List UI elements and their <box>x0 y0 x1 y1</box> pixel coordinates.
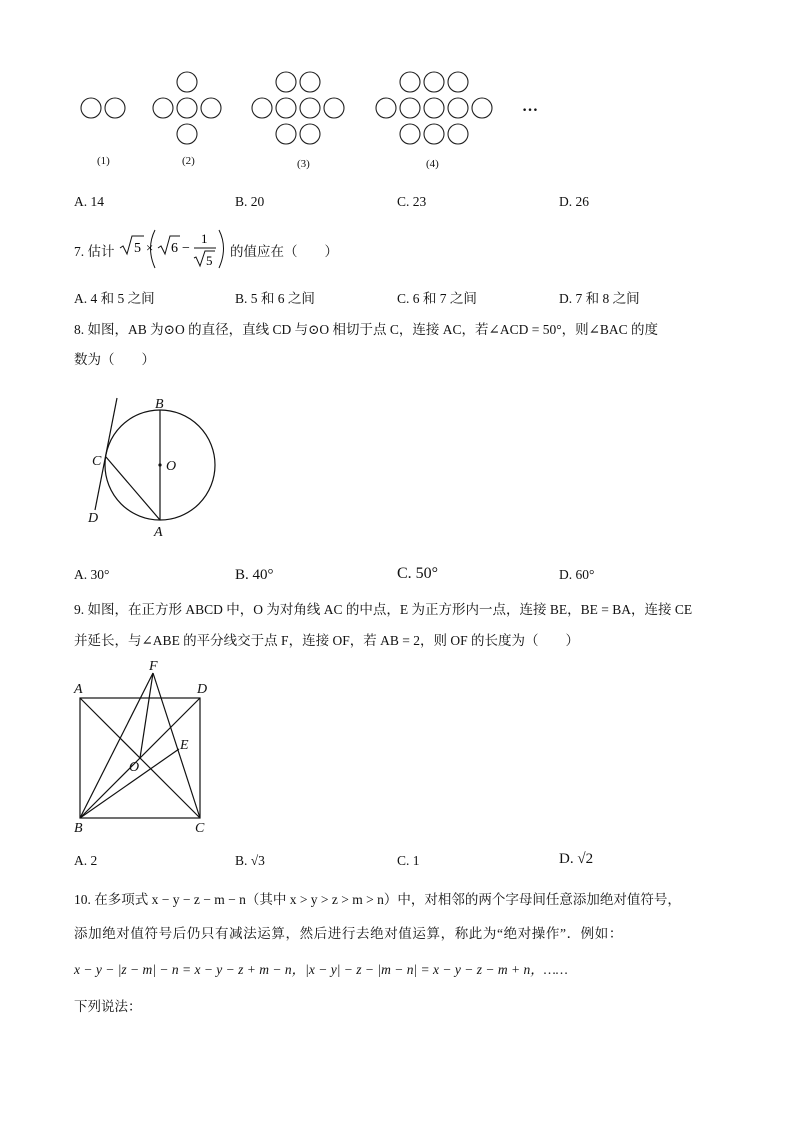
q10-text-line3: x − y − |z − m| − n = x − y − z + m − n，|x − y| − z − |m − n| = x − y − z − m + n，…… <box>74 962 568 977</box>
q9-label-f: F <box>149 659 158 674</box>
q9-option-a[interactable]: A. 2 <box>74 853 98 868</box>
q10-text-line4: 下列说法： <box>74 999 142 1014</box>
q8-text-line1: 8. 如图，AB 为⊙O 的直径，直线 CD 与⊙O 相切于点 C，连接 AC，若∠ACD = 50°，则∠BAC 的度 <box>74 322 659 337</box>
q6-fig-label-3: (3) <box>297 158 310 170</box>
q6-option-c[interactable]: C. 23 <box>397 194 427 209</box>
q9-option-c[interactable]: C. 1 <box>397 853 420 868</box>
q8-circle-figure <box>80 392 230 542</box>
q7-suffix: 的值应在（ ） <box>230 244 338 259</box>
q9-text-line2: 并延长，与∠ABE 的平分线交于点 F，连接 OF，若 AB = 2，则 OF 的长度为（ ） <box>74 633 579 648</box>
q10-text-line1: 10. 在多项式 x − y − z − m − n（其中 x > y > z > m > n）中，对相邻的两个字母间任意添加绝对值符号， <box>74 892 681 907</box>
q9-label-d: D <box>197 682 208 697</box>
svg-text:6: 6 <box>171 241 178 256</box>
q8-option-c[interactable]: C. 50° <box>397 565 439 582</box>
q9-option-b[interactable]: B. √3 <box>235 853 265 868</box>
q7-prefix: 7. 估计 <box>74 244 115 259</box>
q8-label-c: C <box>92 454 102 469</box>
q9-square-figure <box>66 655 226 840</box>
q9-label-o: O <box>129 760 140 775</box>
svg-text:−: − <box>182 241 190 256</box>
q8-label-a: A <box>154 525 163 540</box>
q7-option-b[interactable]: B. 5 和 6 之间 <box>235 291 315 306</box>
q8-label-b: B <box>155 397 164 412</box>
svg-text:1: 1 <box>201 231 208 246</box>
q6-fig-label-4: (4) <box>426 158 439 170</box>
svg-text:×: × <box>146 240 154 255</box>
q8-option-d[interactable]: D. 60° <box>559 567 595 582</box>
q7-expression <box>118 226 230 272</box>
q8-text-line2: 数为（ ） <box>74 352 155 367</box>
q9-option-d[interactable]: D. √2 <box>559 851 594 867</box>
q6-option-a[interactable]: A. 14 <box>74 194 104 209</box>
q9-label-e: E <box>180 738 189 753</box>
q7-option-a[interactable]: A. 4 和 5 之间 <box>74 291 155 306</box>
q9-label-c: C <box>195 821 205 836</box>
q7-option-c[interactable]: C. 6 和 7 之间 <box>397 291 477 306</box>
q8-label-d: D <box>88 511 99 526</box>
q9-label-b: B <box>74 821 83 836</box>
q6-ellipsis: … <box>522 98 538 115</box>
svg-text:5: 5 <box>134 241 141 256</box>
q9-label-a: A <box>74 682 83 697</box>
q6-option-b[interactable]: B. 20 <box>235 194 265 209</box>
q10-text-line2: 添加绝对值符号后仍只有减法运算，然后进行去绝对值运算，称此为“绝对操作”．例如： <box>74 926 623 941</box>
q9-text-line1: 9. 如图，在正方形 ABCD 中，O 为对角线 AC 的中点，E 为正方形内一点，连接 BE，BE = BA，连接 CE <box>74 602 693 617</box>
q8-option-a[interactable]: A. 30° <box>74 567 110 582</box>
q6-fig-label-2: (2) <box>182 155 195 167</box>
q7-option-d[interactable]: D. 7 和 8 之间 <box>559 291 640 306</box>
q8-option-b[interactable]: B. 40° <box>235 567 274 583</box>
q6-fig-label-1: (1) <box>97 155 110 167</box>
q6-circle-patterns-figure <box>0 60 793 180</box>
q6-option-d[interactable]: D. 26 <box>559 194 589 209</box>
svg-text:5: 5 <box>206 253 213 268</box>
q8-label-o: O <box>166 459 177 474</box>
